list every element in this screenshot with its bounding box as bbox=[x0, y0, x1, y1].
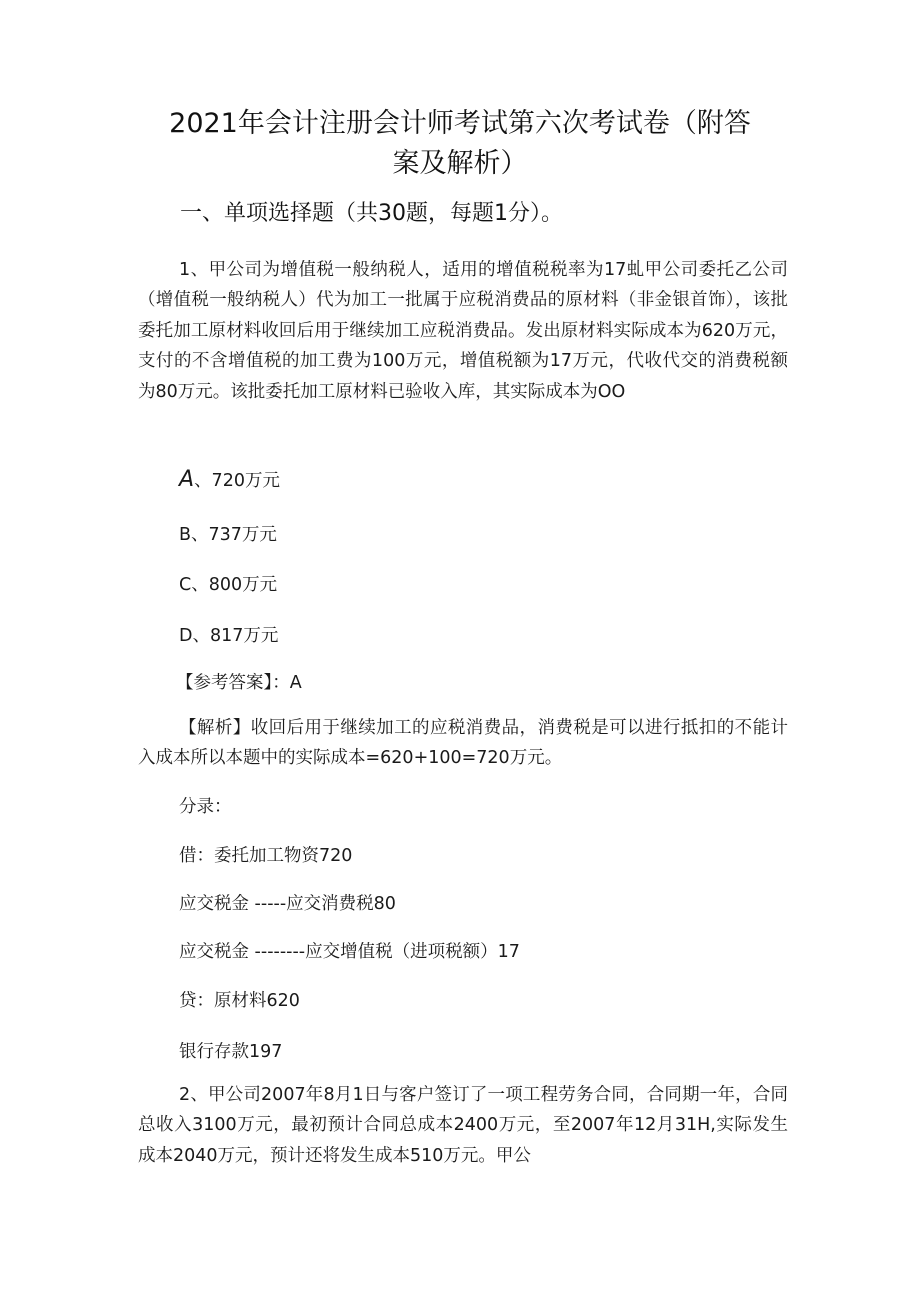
title-line-2: 案及解析） bbox=[392, 148, 528, 179]
document-title bbox=[120, 104, 800, 184]
journal-entry-line: 银行存款197 bbox=[179, 1042, 283, 1062]
journal-entry-heading: 分录： bbox=[179, 797, 232, 817]
option-a-letter: A bbox=[179, 467, 195, 492]
question-1-option-a bbox=[179, 467, 280, 492]
section-heading: 一、单项选择题（共30题，每题1分）。 bbox=[180, 201, 563, 226]
question-1-option-c: C、800万元 bbox=[179, 575, 278, 595]
title-line-1: 2021年会计注册会计师考试第六次考试卷（附答 bbox=[169, 108, 751, 139]
journal-entry-line: 贷：原材料620 bbox=[179, 991, 300, 1011]
journal-entry-line: 应交税金 --------应交增值税（进项税额）17 bbox=[179, 942, 520, 962]
question-1-option-d: D、817万元 bbox=[179, 626, 279, 646]
question-1-answer: 【参考答案】：A bbox=[176, 673, 302, 693]
journal-entry-line: 借：委托加工物资720 bbox=[179, 846, 353, 866]
question-1-analysis: 【解析】收回后用于继续加工的应税消费品，消费税是可以进行抵扣的不能计入成本所以本题中的实际成本=620+100=720万元。 bbox=[138, 718, 788, 769]
question-1-option-b: B、737万元 bbox=[179, 525, 277, 545]
question-1-stem: 1、甲公司为增值税一般纳税人，适用的增值税税率为17虬甲公司委托乙公司（增值税一般纳税人）代为加工一批属于应税消费品的原材料（非金银首饰），该批委托加工原材料收回后用于继续加工应税消费品。发出原材料实际成本为620万元，支付的不含增值税的加工费为100万元，增值税额为17万元，代收代交的消费税额为80万元。该批委托加工原材料已验收入库，其实际成本为OO bbox=[138, 260, 788, 402]
option-a-text: 、720万元 bbox=[194, 471, 280, 491]
journal-entry-line: 应交税金 -----应交消费税80 bbox=[179, 894, 396, 914]
question-2-stem: 2、甲公司2007年8月1日与客户签订了一项工程劳务合同，合同期一年，合同总收入3100万元，最初预计合同总成本2400万元，至2007年12月31H,实际发生成本2040万元，预计还将发生成本510万元。甲公 bbox=[138, 1085, 788, 1166]
